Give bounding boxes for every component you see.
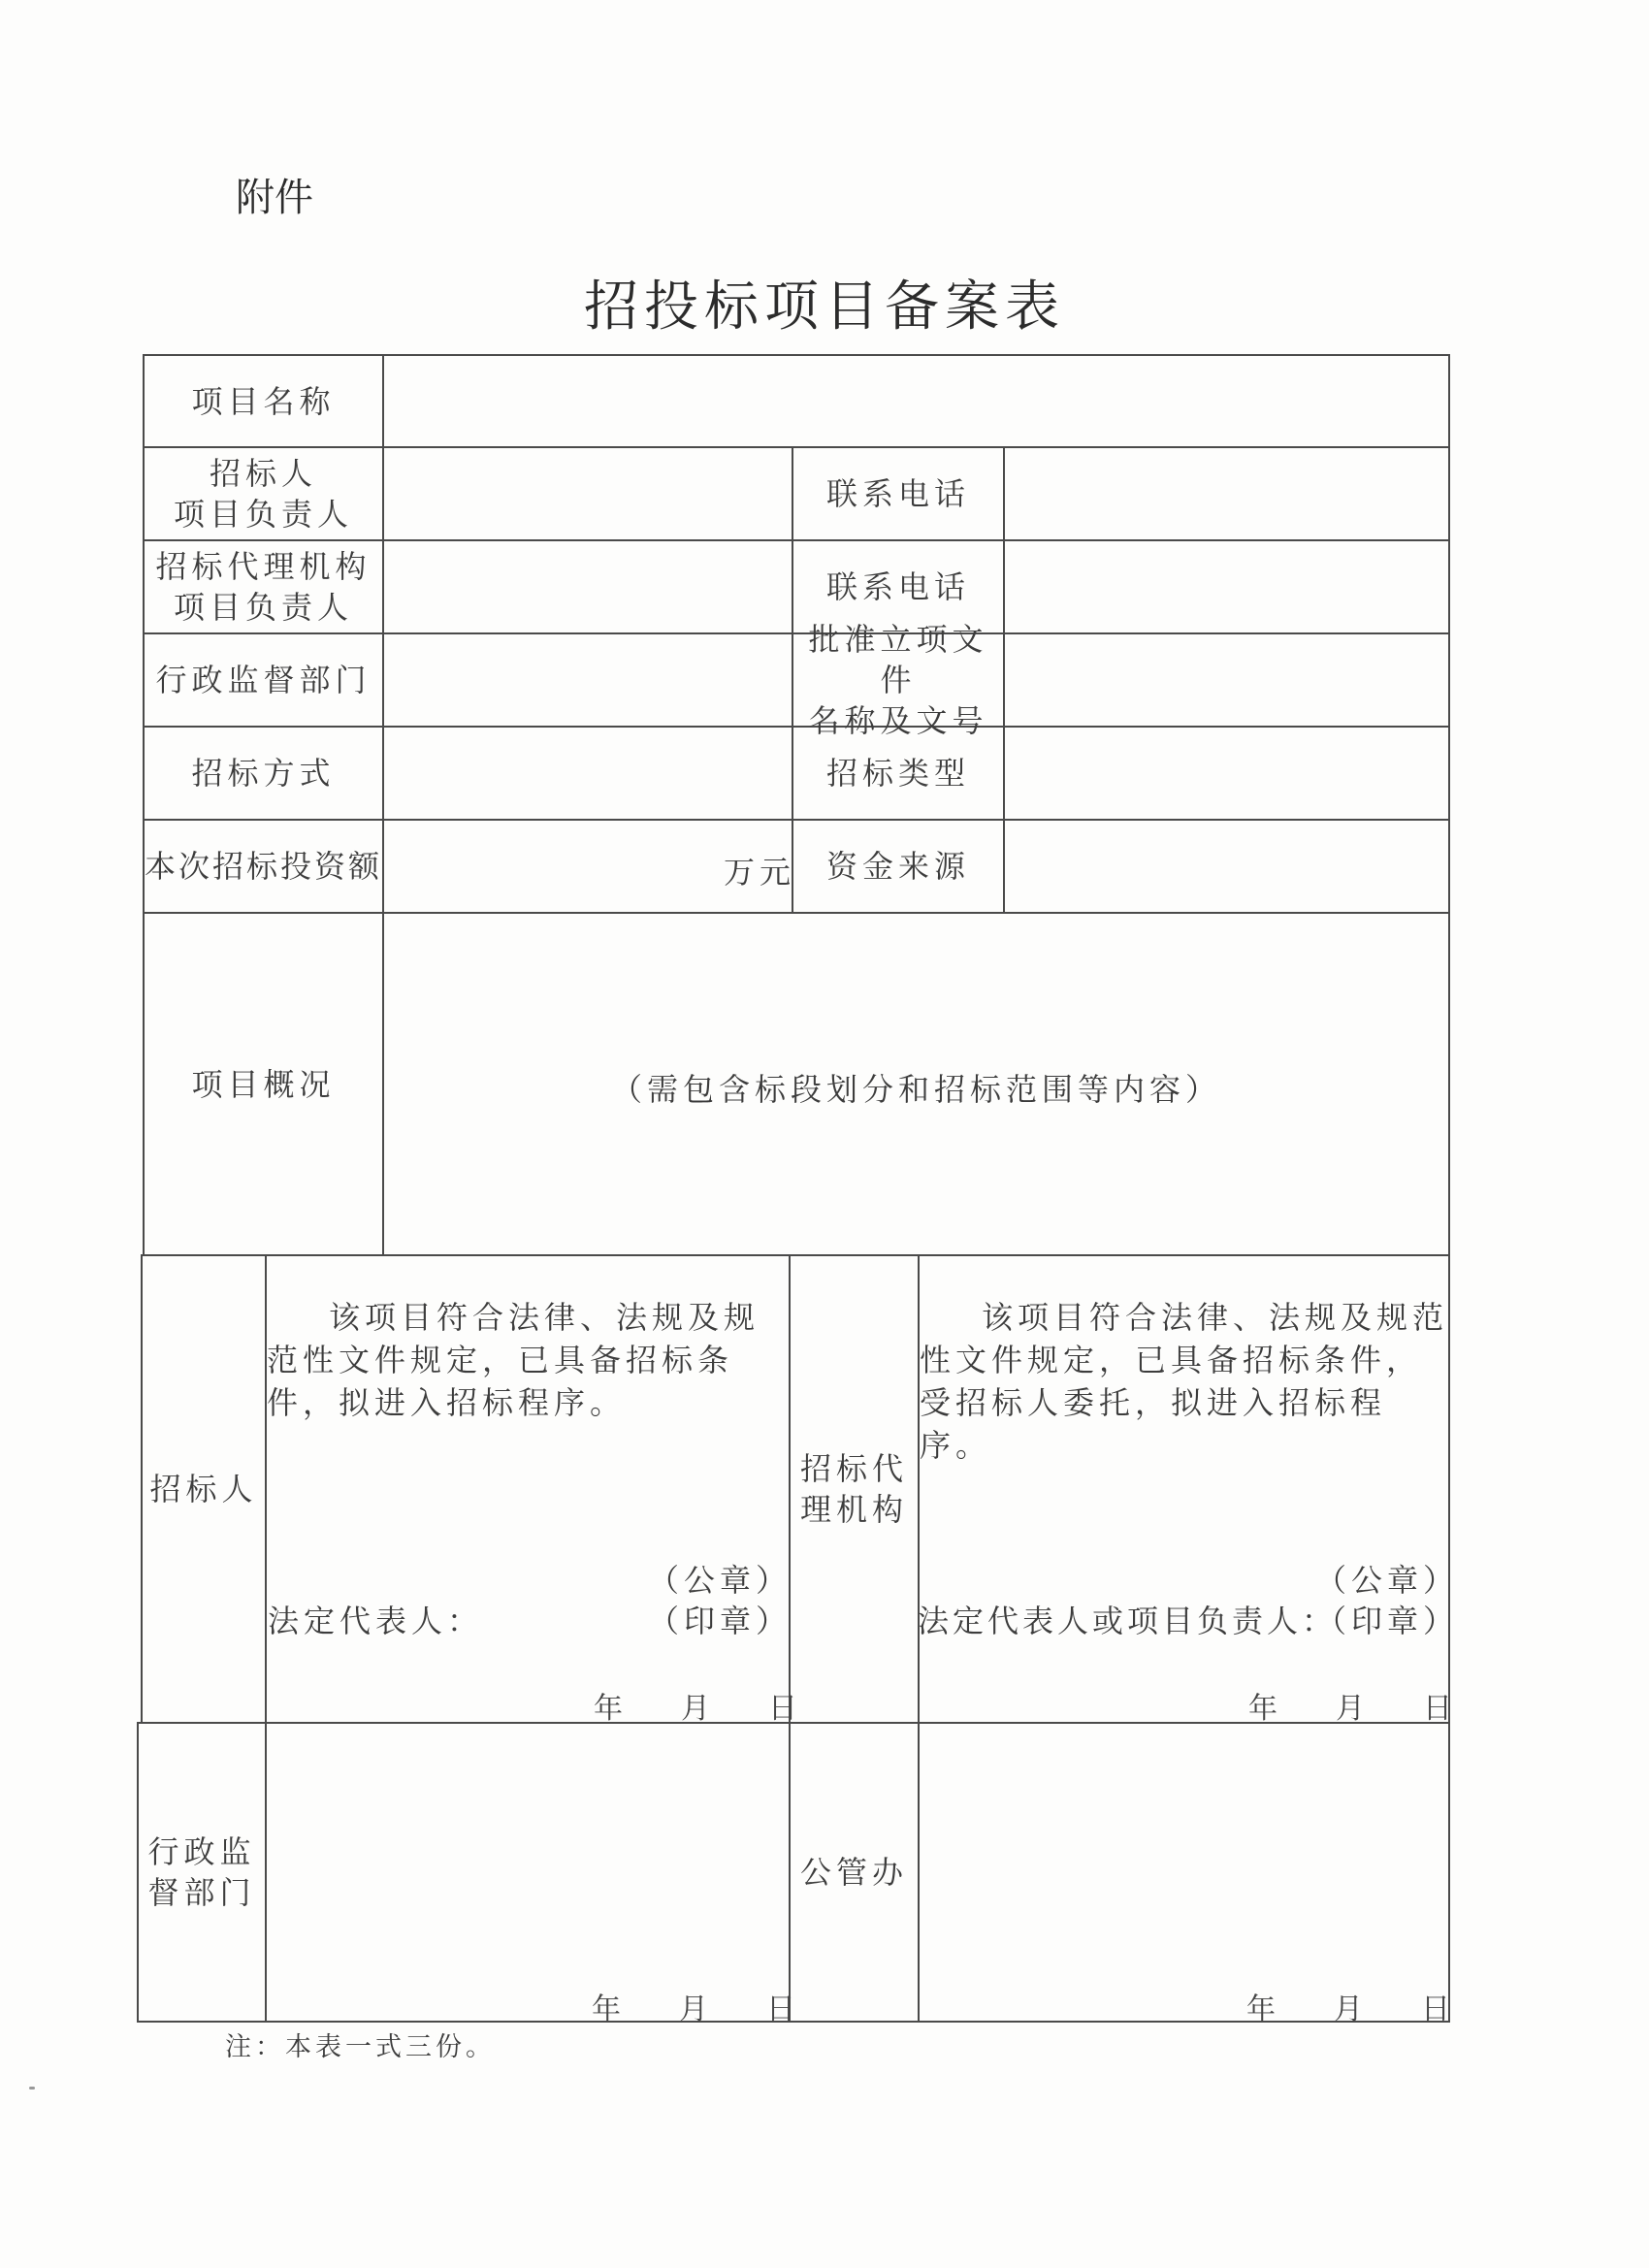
tender-method-field[interactable] xyxy=(384,728,792,819)
contact-phone-label-2: 联系电话 xyxy=(825,568,970,605)
tenderer-rep-label: 法定代表人： xyxy=(268,1603,484,1639)
tender-type-field[interactable] xyxy=(1005,728,1448,819)
agency-section-label: 招标代 理机构 xyxy=(799,1450,908,1528)
supervision-dept-label: 行政监督部门 xyxy=(155,662,372,698)
project-name-label: 项目名称 xyxy=(191,382,336,420)
supervision-section-label: 行政监 督部门 xyxy=(147,1833,256,1911)
attachment-label: 附件 xyxy=(236,176,313,220)
supervision-dept-field[interactable] xyxy=(384,634,792,726)
approval-doc-label: 批准立项文件 名称及文号 xyxy=(808,621,988,739)
tenderer-section-label: 招标人 xyxy=(149,1471,258,1507)
contact-phone-field-2[interactable] xyxy=(1005,541,1448,632)
contact-phone-field-1[interactable] xyxy=(1005,448,1448,539)
scan-speck xyxy=(29,2087,35,2090)
tender-method-label: 招标方式 xyxy=(191,755,336,792)
overview-hint: （需包含标段划分和招标范围等内容） xyxy=(610,1071,1221,1108)
tenderer-head-field[interactable] xyxy=(384,448,792,539)
contact-phone-label-1: 联系电话 xyxy=(825,475,970,512)
investment-unit: 万元 xyxy=(724,854,796,891)
tenderer-stamp: （印章） xyxy=(648,1603,792,1639)
agency-head-field[interactable] xyxy=(384,541,792,632)
agency-date: 年 月 日 xyxy=(1248,1692,1452,1726)
tenderer-seal: （公章） xyxy=(648,1562,792,1599)
tenderer-head-label: 招标人 项目负责人 xyxy=(173,455,353,533)
supervision-approval-field[interactable] xyxy=(267,1724,789,2021)
agency-statement: 该项目符合法律、法规及规范性文件规定，已具备招标条件，受招标人委托，拟进入招标程序。 xyxy=(920,1299,1449,1464)
footer-note: 注：本表一式三份。 xyxy=(225,2032,496,2062)
office-date: 年 月 日 xyxy=(1246,1993,1450,2026)
office-approval-field[interactable] xyxy=(920,1724,1448,2021)
agency-head-label: 招标代理机构 项目负责人 xyxy=(155,548,372,626)
fund-source-field[interactable] xyxy=(1005,821,1448,912)
overview-label: 项目概况 xyxy=(191,1065,336,1103)
tender-type-label: 招标类型 xyxy=(825,755,970,792)
tenderer-statement: 该项目符合法律、法规及规范性文件规定，已具备招标条件，拟进入招标程序。 xyxy=(267,1299,760,1421)
agency-stamp: （印章） xyxy=(1315,1603,1460,1639)
approval-doc-field[interactable] xyxy=(1005,634,1448,726)
page-title: 招投标项目备案表 xyxy=(584,275,1065,339)
project-name-field[interactable] xyxy=(384,356,1448,446)
agency-seal: （公章） xyxy=(1315,1562,1460,1599)
tenderer-date: 年 月 日 xyxy=(594,1692,797,1726)
investment-label: 本次招标投资额 xyxy=(145,848,383,885)
office-section-label: 公管办 xyxy=(799,1854,908,1891)
agency-rep-label: 法定代表人或项目负责人： xyxy=(918,1603,1338,1639)
fund-source-label: 资金来源 xyxy=(825,848,970,885)
supervision-date: 年 月 日 xyxy=(592,1993,795,2026)
